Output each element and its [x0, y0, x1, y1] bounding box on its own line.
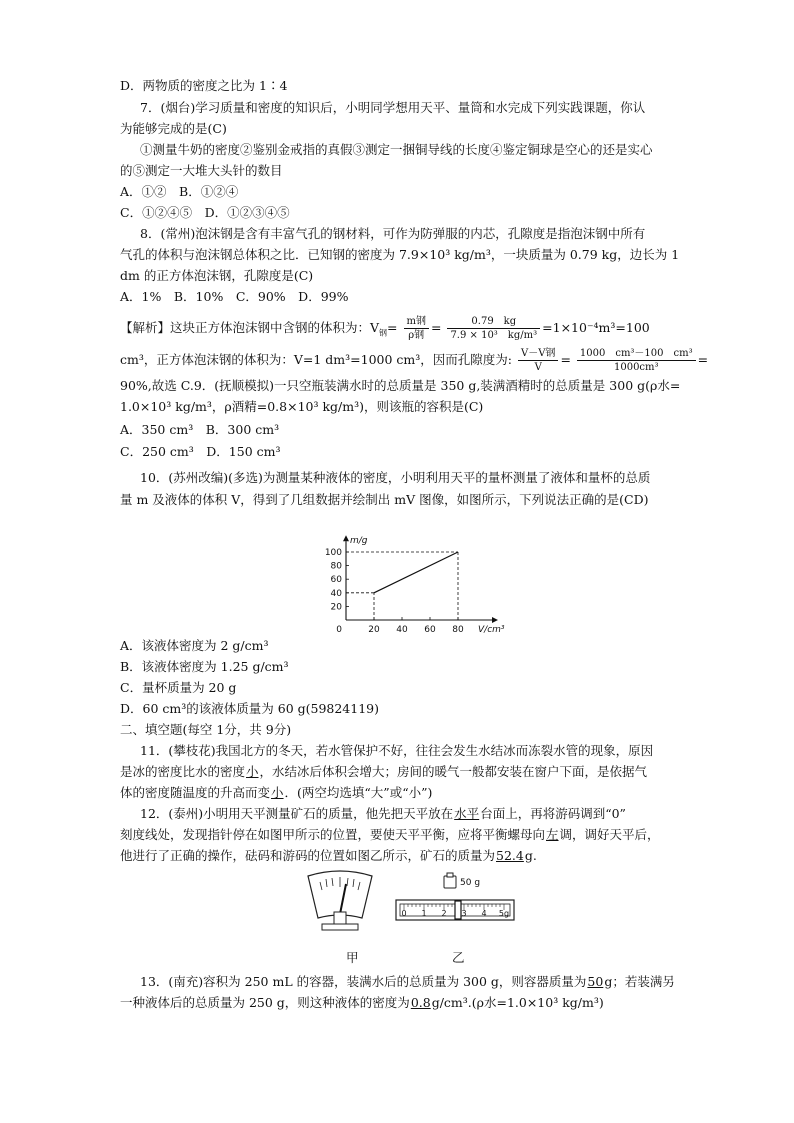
q11-line3	[120, 783, 432, 803]
q11-text-a: 是冰的密度比水的密度	[120, 764, 246, 779]
q11-text-d: ．(两空均选填“大”或“小”)	[284, 785, 433, 800]
q10-option-d: D．60 cm³的该液体质量为 60 g(59824119)	[120, 701, 379, 716]
figure-jia-label: 甲	[346, 950, 359, 965]
fraction-porosity	[518, 347, 558, 374]
frac4-numerator: 1000 cm³－100 cm³	[577, 347, 696, 361]
q7-list-line2: 的⑤测定一大堆大头针的数目	[120, 163, 283, 178]
q12-text-d: 调，调好天平后，	[559, 827, 660, 842]
y-axis-label: m/g	[350, 536, 368, 547]
q12-line1	[140, 804, 626, 824]
q11-line2	[120, 762, 647, 782]
q12-line2	[120, 825, 660, 845]
mv-series-line	[374, 552, 458, 593]
q10-stem-line1: 10．(苏州改编)(多选)为测量某种液体的密度，小明利用天平的量杯测量了液体和量杯的总质	[140, 470, 651, 485]
q10-option-c: C．量杯质量为 20 g	[120, 680, 237, 695]
q13-answer-2: 0.8	[410, 995, 431, 1010]
ruler-tick-label: 3	[461, 909, 467, 918]
q12-text-b: 台面上，再将游码调到“0”	[480, 806, 626, 821]
analysis-result1: =1×10⁻⁴m³=100	[542, 320, 650, 335]
q13-text-a: 13．(南充)容积为 250 mL 的容器，装满水后的总质量为 300 g，则容器质量为	[140, 974, 587, 989]
q13-text-d: g/cm³.(ρ水=1.0×10³ kg/m³)	[431, 995, 604, 1010]
q12-text-c: 刻度线处，发现指针停在如图甲所示的位置，要使天平平衡，应将平衡螺母向	[120, 827, 546, 842]
analysis-lead: 【解析】这块正方体泡沫钢中含钢的体积为：V	[120, 320, 380, 335]
analysis-line2-lead: cm³，正方体泡沫钢的体积为：V=1 dm³=1000 cm³，因而孔隙度为:	[120, 352, 512, 367]
weight-label: 50 g	[460, 878, 481, 888]
q13-line2	[120, 993, 604, 1013]
q7-options-ab: A．①② B．①②④	[120, 184, 239, 199]
rider	[455, 901, 461, 919]
q6-option-d: D．两物质的密度之比为 1∶4	[120, 78, 288, 93]
q9-options-ab: A．350 cm³ B．300 cm³	[120, 422, 280, 437]
q11-answer-2: 小	[271, 785, 284, 800]
q8-stem-line1: 8．(常州)泡沫钢是含有丰富气孔的钢材料，可作为防弹服的内芯，孔隙度是指泡沫钢中所有	[140, 226, 646, 241]
ruler-tick-label: 5g	[498, 909, 510, 918]
analysis-eq: =	[387, 320, 398, 335]
q12-text-a: 12．(泰州)小明用天平测量矿石的质量，他先把天平放在	[140, 806, 454, 821]
analysis-sub-steel: 钢	[379, 328, 388, 338]
ruler-tick-label: 2	[441, 909, 447, 918]
q13-answer-1: 50	[587, 974, 604, 989]
q10-stem-line2: 量 m 及液体的体积 V，得到了几组数据并绘制出 mV 图像，如图所示，下列说法正确的是(CD)	[120, 492, 649, 507]
x-tick-label: 20	[368, 625, 380, 635]
balance-pedestal	[322, 924, 358, 930]
q11-line1: 11．(攀枝花)我国北方的冬天，若水管保护不好，往往会发生水结冰而冻裂水管的现象，原因	[140, 743, 654, 758]
q12-answer-2: 左	[546, 827, 559, 842]
y-axis-arrow	[343, 535, 349, 541]
q8-stem-line3: dm 的正方体泡沫钢，孔隙度是(C)	[120, 268, 314, 283]
y-tick-label: 100	[324, 548, 342, 558]
x-axis-label: V/cm³	[478, 625, 505, 635]
q11-answer-1: 小	[246, 764, 259, 779]
q11-text-b: ，水结冰后体积会增大；房间的暖气一般都安装在窗户下面，是依据气	[259, 764, 648, 779]
q7-stem-line2: 为能够完成的是(C)	[120, 121, 227, 136]
y-tick-label: 40	[330, 588, 342, 599]
y-tick-label: 60	[330, 575, 342, 586]
weight-knob	[447, 873, 453, 877]
analysis-tail-eq: =	[697, 352, 709, 367]
q7-list-line1: ①测量牛奶的密度②鉴别金戒指的真假③测定一捆铜导线的长度④鉴定铜球是空心的还是实心	[140, 142, 653, 157]
q8-stem-line2: 气孔的体积与泡沫钢总体积之比．已知钢的密度为 7.9×10³ kg/m³，一块质量为 0.79 kg，边长为 1	[120, 247, 680, 262]
x-tick-label: 40	[396, 625, 408, 635]
q13-text-c: 一种液体后的总质量为 250 g，则这种液体的密度为	[120, 995, 410, 1010]
balance-base	[334, 912, 346, 924]
balance-scale-figure	[300, 868, 380, 934]
q13-text-b: g；若装满另	[604, 974, 675, 989]
frac4-denominator: 1000cm³	[613, 362, 659, 373]
q7-stem-line1: 7．(烟台)学习质量和密度的知识后，小明同学想用天平、量筒和水完成下列实践课题，你认	[140, 100, 646, 115]
fraction-values	[447, 315, 540, 342]
q12-answer-3: 52.4	[496, 848, 524, 863]
weight-50g	[444, 876, 456, 888]
q12-line3	[120, 846, 537, 866]
ruler-tick-label: 4	[481, 909, 487, 918]
fraction-porosity-values	[577, 347, 696, 374]
frac1-denominator: ρ钢	[408, 330, 425, 341]
q12-answer-1: 水平	[454, 806, 480, 821]
q10-option-a: A．该液体密度为 2 g/cm³	[120, 638, 269, 653]
y-tick-label: 20	[330, 602, 342, 613]
section-fill-in-heading: 二、填空题(每空 1分，共 9分)	[120, 722, 292, 737]
frac3-numerator: V－V钢	[518, 347, 558, 361]
frac1-numerator: m钢	[404, 315, 429, 329]
x-axis-arrow	[492, 617, 498, 623]
figure-yi-label: 乙	[452, 950, 465, 965]
x-tick-label: 60	[424, 625, 436, 635]
mv-graph	[310, 512, 520, 638]
rider-scale-figure	[394, 872, 518, 932]
q8-analysis-line1: 【解析】这块正方体泡沫钢中含钢的体积为：$V_钢=$ $\frac{\text{m钢}}{\text{ρ钢}}$ = $\frac{0.79 kg}{\text{7.9 × 10³ kg/m³}}$ =1×10⁻⁴m³=100	[120, 316, 650, 341]
q8-analysis-line2: cm³，正方体泡沫钢的体积为：V=1 dm³=1000 cm³，因而孔隙度为: $\frac{\text{V－V钢}}{V}$ = $\frac{\text{1000 cm³－100 cm³}}{\text{1000cm³}}$ =	[120, 348, 709, 373]
q9-stem-line1: 90%,故选 C.9．(抚顺模拟)一只空瓶装满水时的总质量是 350 g,装满酒精时的总质量是 300 g(ρ水=	[120, 378, 681, 393]
frac2-numerator: 0.79 kg	[447, 315, 540, 329]
y-tick-label: 80	[330, 561, 342, 572]
q9-stem-line2: 1.0×10³ kg/m³，ρ酒精=0.8×10³ kg/m³)，则该瓶的容积是(C)	[120, 399, 484, 414]
frac2-denominator: 7.9 × 10³ kg/m³	[450, 330, 538, 341]
x-tick-label: 80	[452, 625, 464, 635]
q12-text-f: g.	[524, 848, 537, 863]
q11-text-c: 体的密度随温度的升高而变	[120, 785, 271, 800]
ruler-tick-label: 0	[401, 909, 407, 918]
q12-text-e: 他进行了正确的操作，砝码和游码的位置如图乙所示，矿石的质量为	[120, 848, 496, 863]
q9-options-cd: C．250 cm³ D．150 cm³	[120, 444, 281, 459]
origin-label: 0	[336, 625, 342, 635]
q7-options-cd: C．①②④⑤ D．①②③④⑤	[120, 205, 290, 220]
fraction-m-over-rho	[404, 315, 429, 342]
q13-line1	[140, 972, 675, 992]
ruler-tick-label: 1	[421, 909, 427, 918]
q10-option-b: B．该液体密度为 1.25 g/cm³	[120, 659, 289, 674]
q8-options: A．1% B．10% C．90% D．99%	[120, 289, 349, 304]
frac3-denominator: V	[534, 362, 542, 373]
